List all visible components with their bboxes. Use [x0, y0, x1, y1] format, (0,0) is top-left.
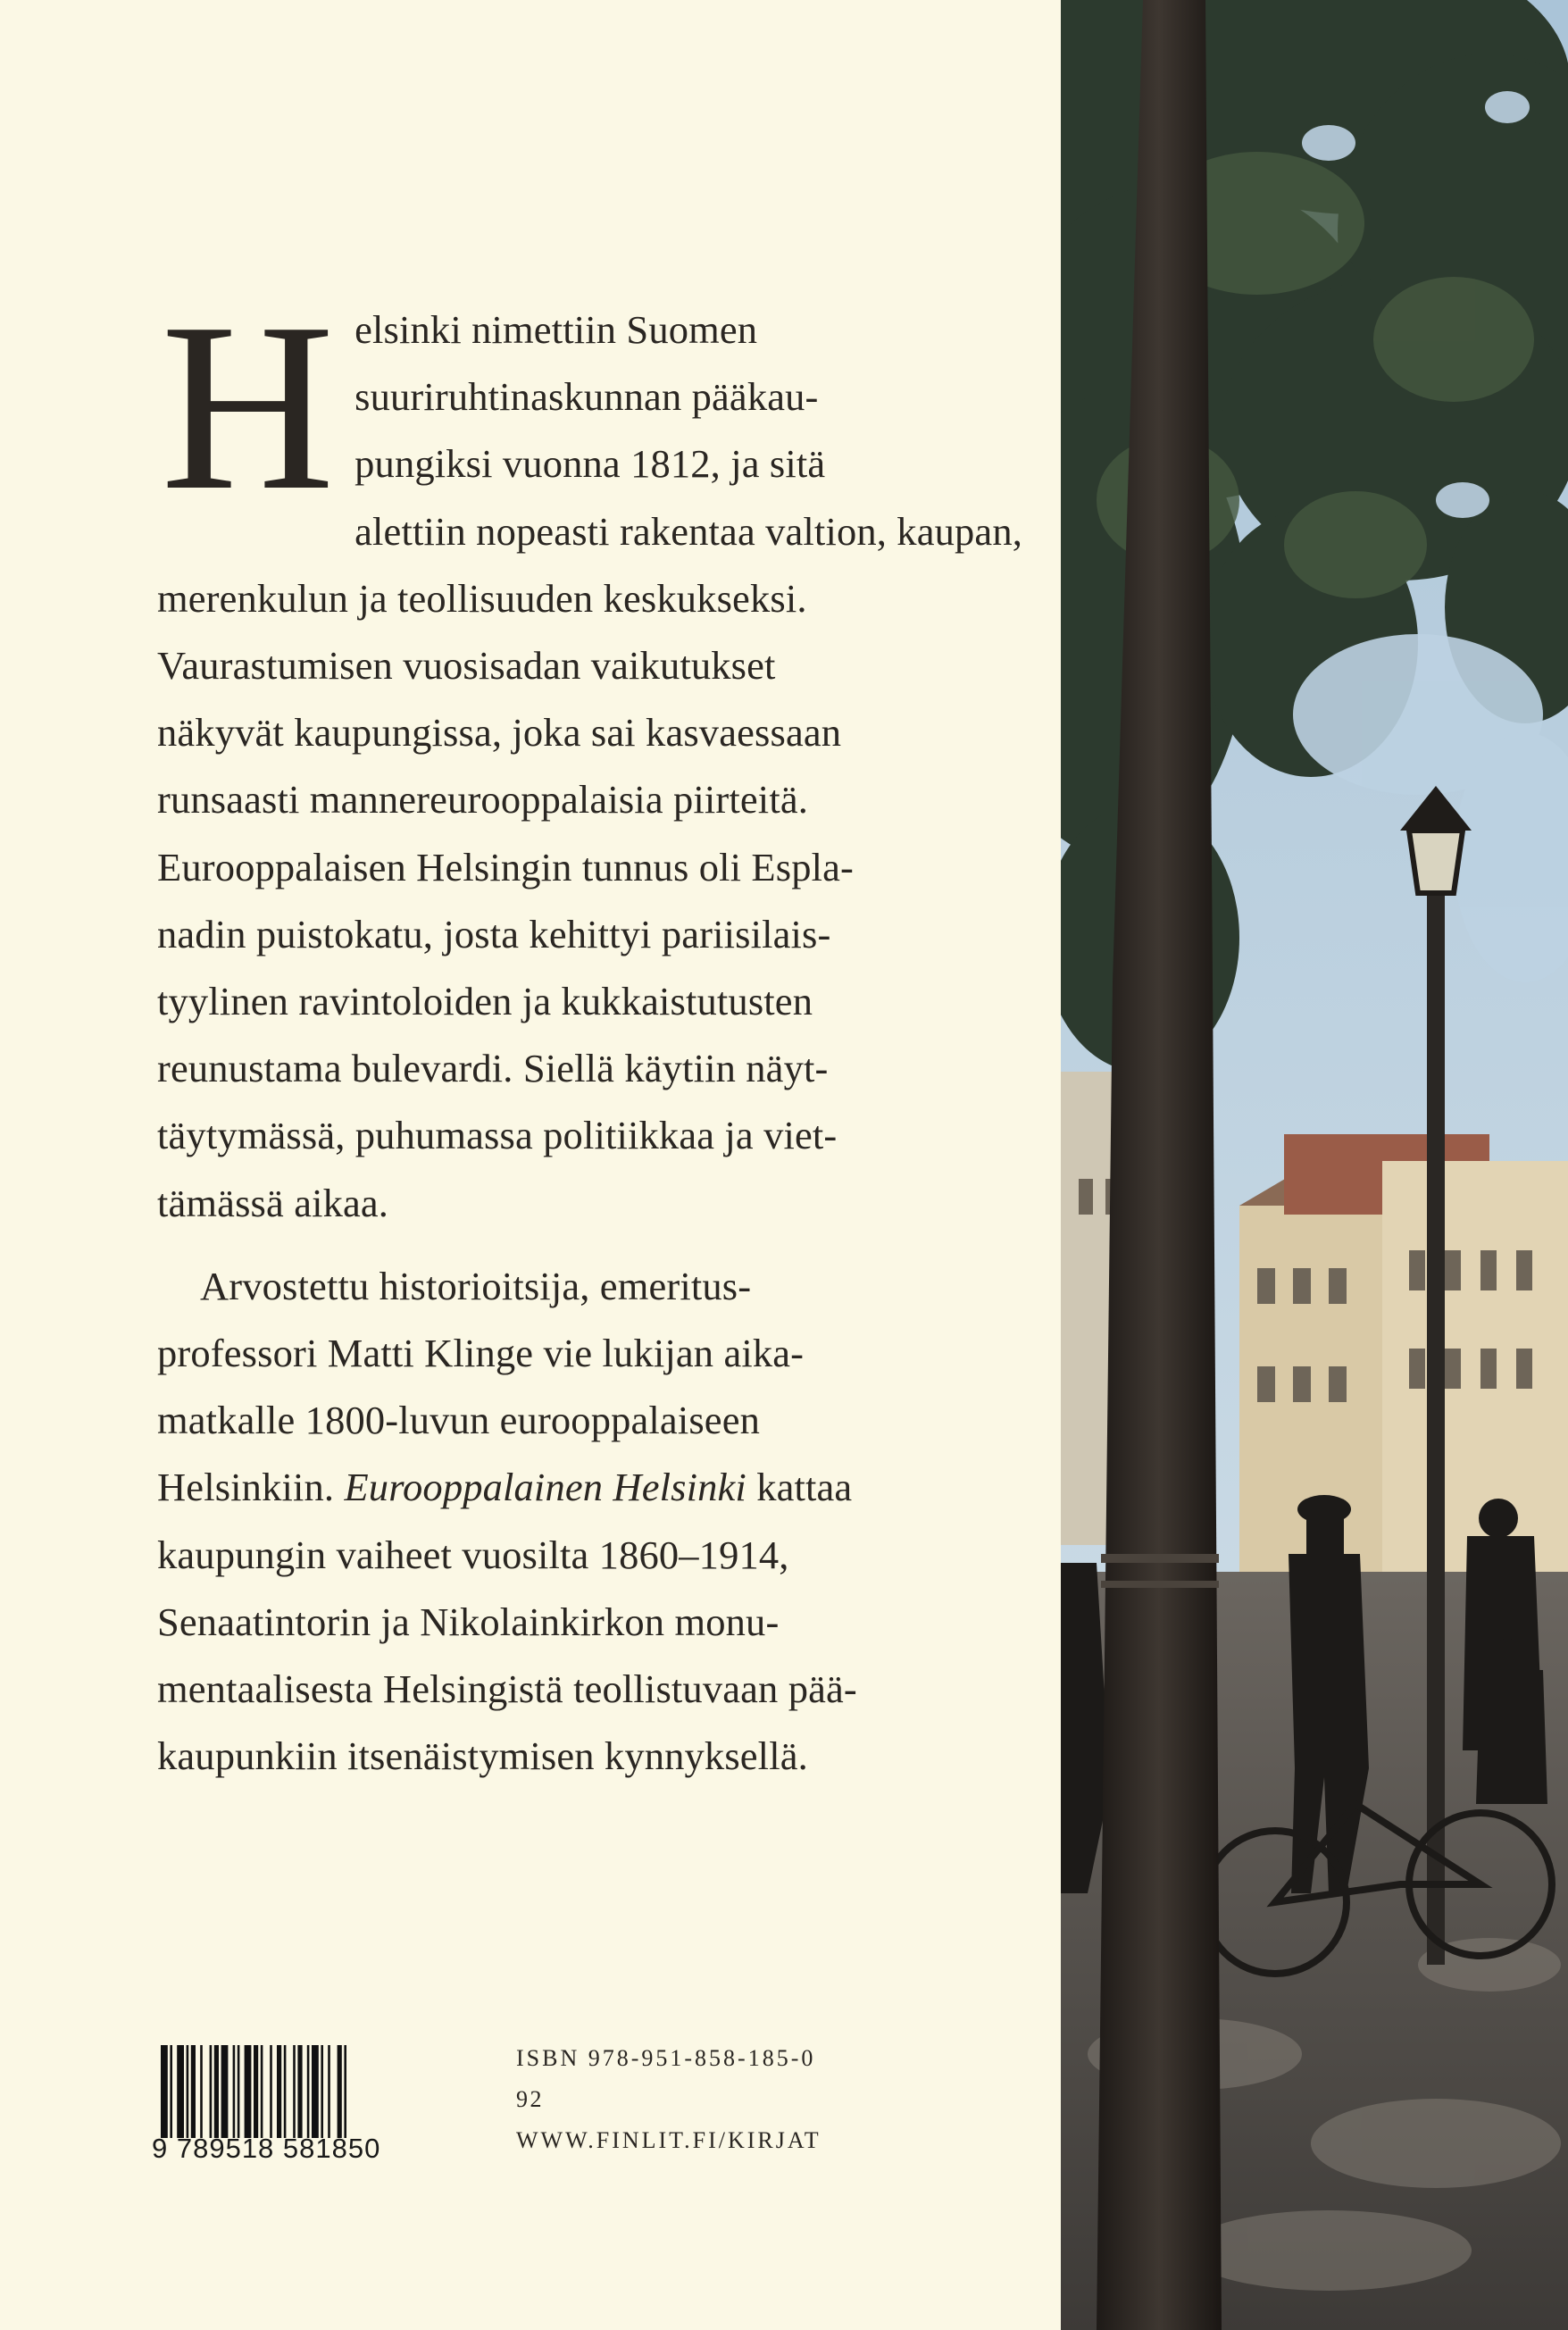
publisher-website: WWW.FINLIT.FI/KIRJAT: [516, 2127, 822, 2153]
blurb-line: merenkulun ja teollisuuden keskukseksi.: [157, 575, 807, 621]
blurb-paragraph-1: [157, 273, 1022, 1237]
blurb-text-fragment: kattaa: [756, 1465, 853, 1510]
blurb-line: runsaasti mannereurooppalaisia piirteitä.: [157, 777, 809, 823]
blurb-line: elsinki nimettiin Suomen: [354, 307, 758, 352]
classification-number: 92: [516, 2086, 544, 2112]
blurb-line: matkalle 1800-luvun eurooppalaiseen: [157, 1398, 761, 1443]
blurb-line: professori Matti Klinge vie lukijan aika-: [157, 1331, 805, 1376]
blurb-paragraph-2: [157, 1253, 943, 1791]
blurb-line: suuriruhtinaskunnan pääkau-: [354, 374, 819, 420]
blurb-line: reunustama bulevardi. Siellä käytiin näyt-: [157, 1046, 829, 1091]
blurb-line: tyylinen ravintoloiden ja kukkaistutusten: [157, 979, 813, 1024]
street-scene-photo: [1061, 0, 1568, 2330]
blurb-text-fragment: Helsinkiin.: [157, 1465, 335, 1510]
blurb-line: näkyvät kaupungissa, joka sai kasvaessaan: [157, 710, 842, 756]
blurb-line: pungiksi vuonna 1812, ja sitä: [354, 441, 826, 487]
blurb-line: nadin puistokatu, josta kehittyi pariisilais-: [157, 911, 831, 956]
barcode: [152, 2045, 468, 2164]
blurb-line: mentaalisesta Helsingistä teollistuvaan pää-: [157, 1666, 857, 1712]
blurb-line: Eurooppalaisen Helsingin tunnus oli Espla-: [157, 844, 854, 889]
imprint: [516, 2038, 822, 2161]
blurb-line: alettiin nopeasti rakentaa valtion, kaupan,: [354, 508, 1022, 554]
blurb-line: Senaatintorin ja Nikolainkirkon monu-: [157, 1599, 780, 1644]
blurb-line: [157, 1454, 943, 1521]
blurb-line: kaupunkiin itsenäistymisen kynnyksellä.: [157, 1733, 808, 1779]
blurb-line: täytymässä, puhumassa politiikkaa ja viet-: [157, 1113, 838, 1158]
barcode-digits: 9 789518 581850: [152, 2133, 381, 2164]
book-title-italic: Eurooppalainen Helsinki: [344, 1465, 746, 1510]
blurb-line: Arvostettu historioitsija, emeritus-: [200, 1263, 752, 1308]
barcode-icon: [152, 2045, 468, 2138]
blurb-text: [157, 273, 1022, 1790]
drop-cap: H: [161, 273, 336, 540]
blurb-line: tämässä aikaa.: [157, 1180, 389, 1225]
isbn-number: ISBN 978-951-858-185-0: [516, 2045, 816, 2071]
blurb-line: kaupungin vaiheet vuosilta 1860–1914,: [157, 1532, 789, 1577]
blurb-line: Vaurastumisen vuosisadan vaikutukset: [157, 643, 776, 689]
